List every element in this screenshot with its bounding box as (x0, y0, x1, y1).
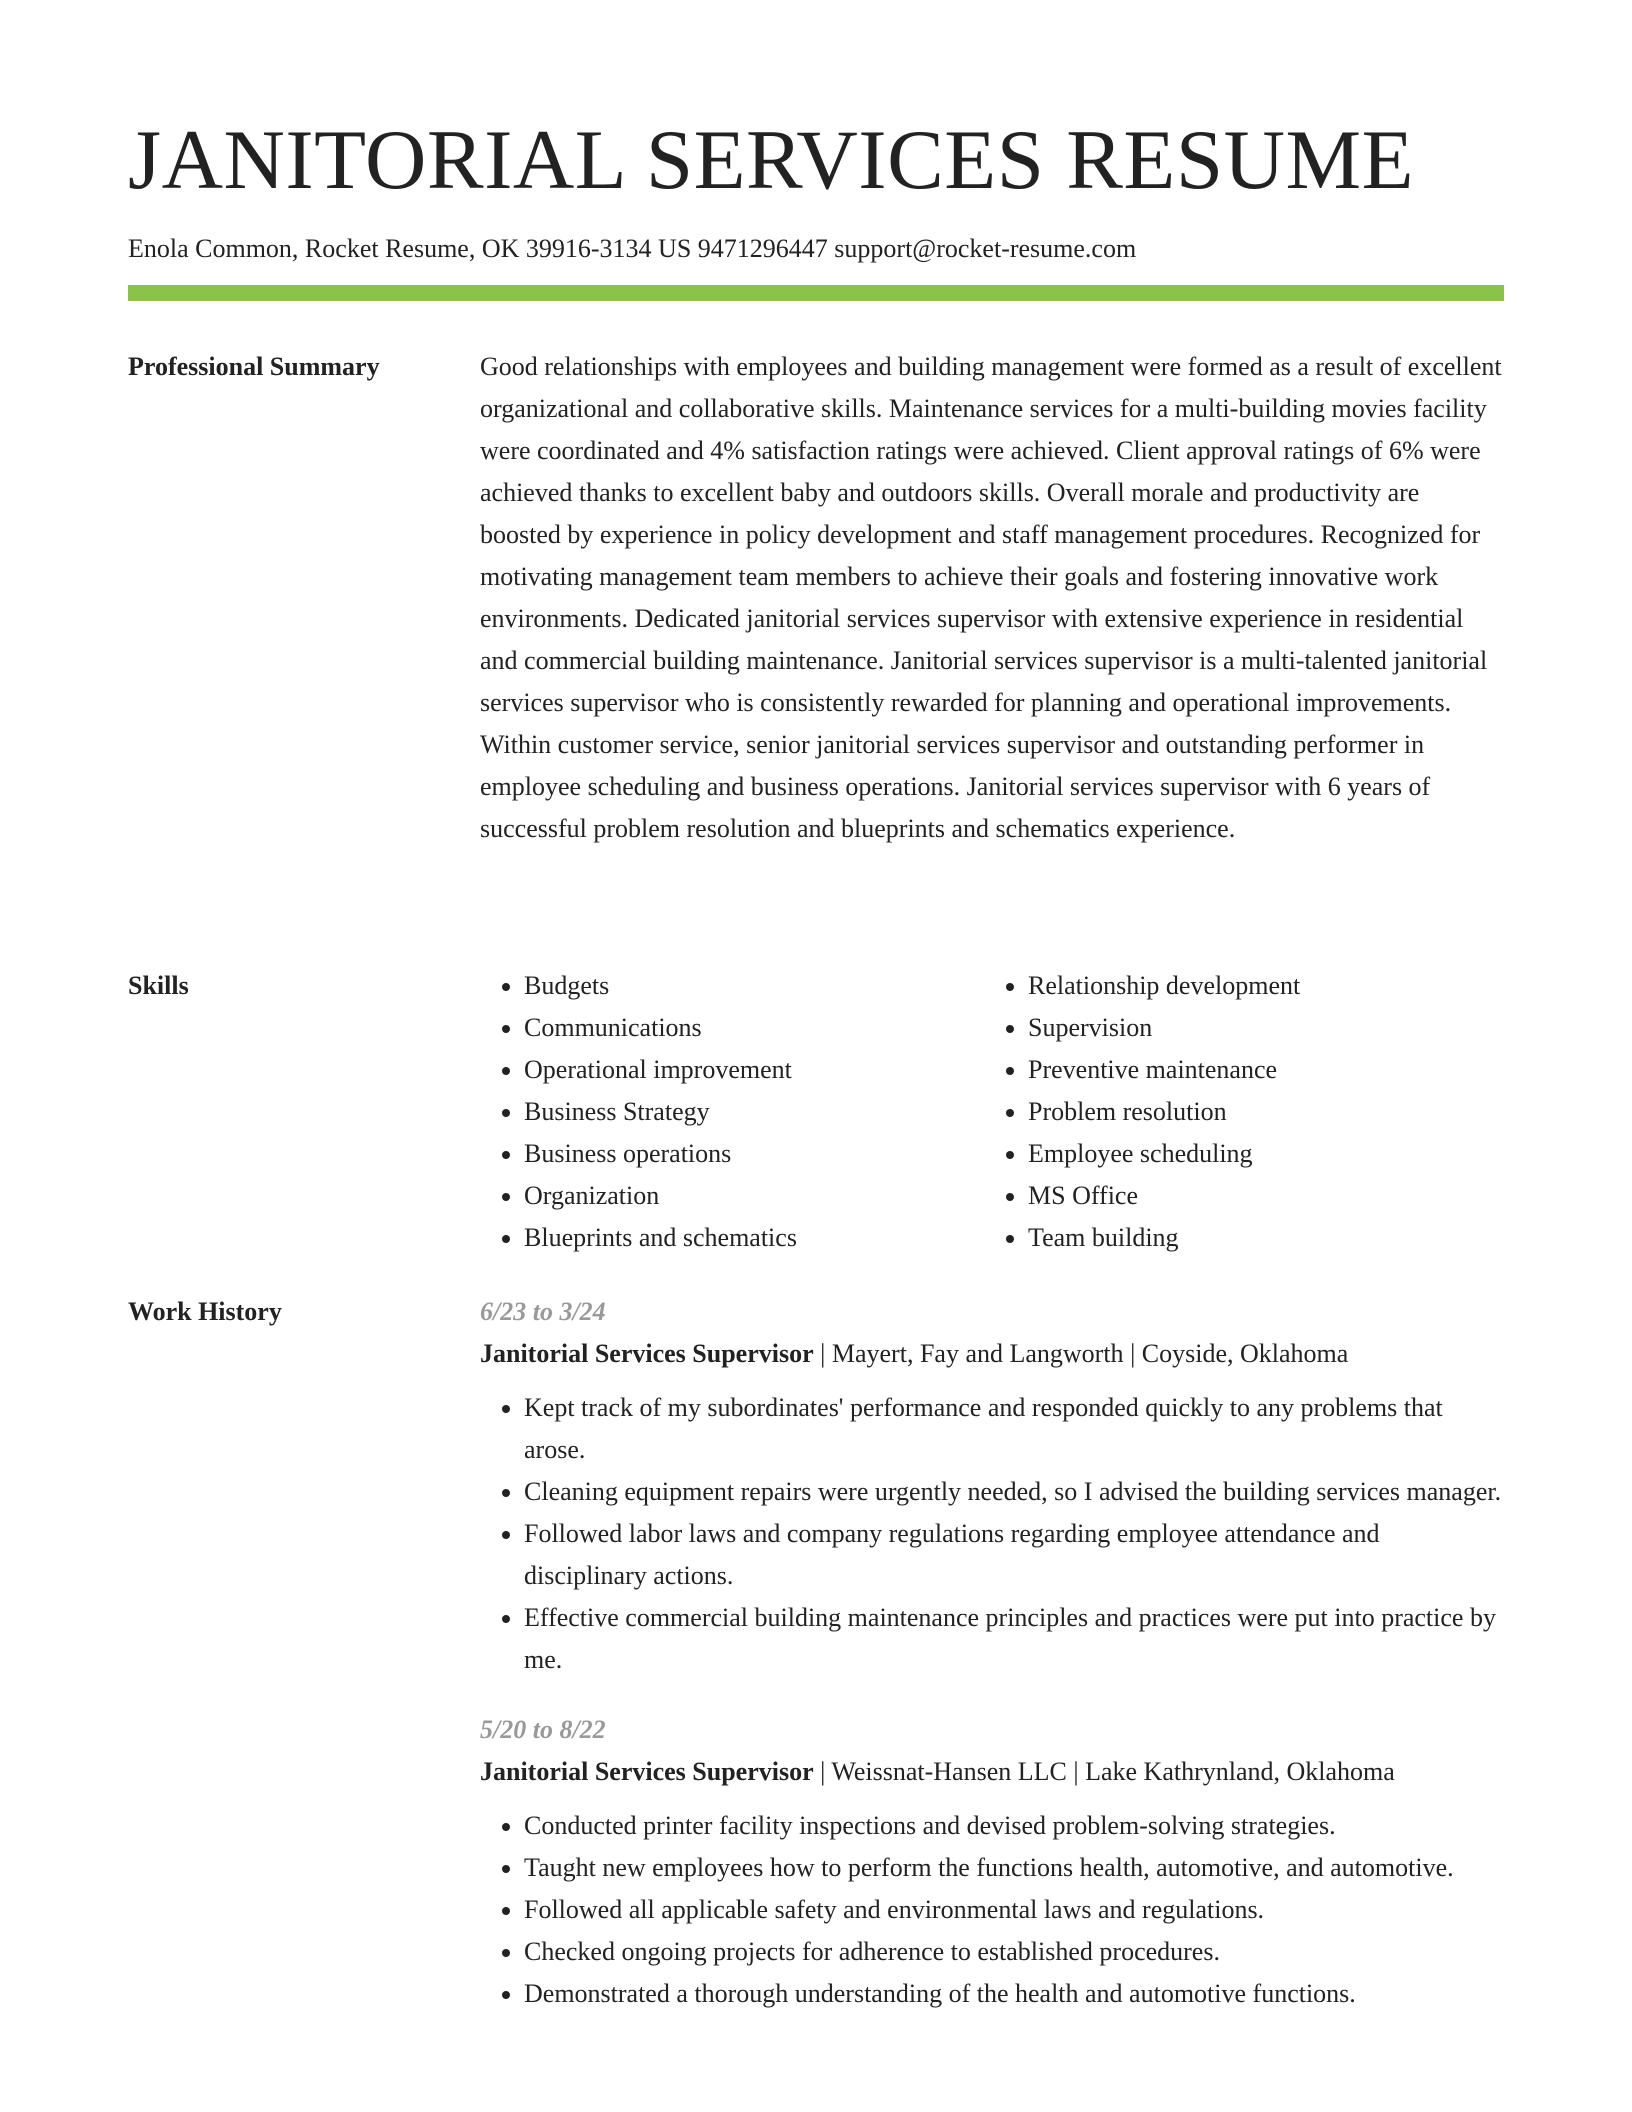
job-bullet: • Followed all applicable safety and environmental laws and regulations. (524, 1889, 1504, 1931)
job-header: Janitorial Services Supervisor | Mayert, Fay and Langworth | Coyside, Oklahoma (480, 1339, 1349, 1368)
job-dates: 5/20 to 8/22 (480, 1715, 606, 1744)
job-location: Lake Kathrynland, Oklahoma (1085, 1757, 1395, 1786)
skill-item: • Business Strategy (524, 1091, 984, 1133)
skills-list-right (984, 965, 1488, 1259)
summary-text: Good relationships with employees and building management were formed as a result of excellent organizational and collaborative skills. Maintenance services for a multi-building movies facility were coordinated and 4% satisfaction ratings were achieved. Client approval ratings of 6% were achieved thanks to excellent baby and outdoors skills. Overall morale and productivity are boosted by experience in policy development and staff management procedures. Recognized for motivating management team members to achieve their goals and fostering innovative work environments. Dedicated janitorial services supervisor with extensive experience in residential and commercial building maintenance. Janitorial services supervisor is a multi-talented janitorial services supervisor who is consistently rewarded for planning and operational improvements. Within customer service, senior janitorial services supervisor and outstanding performer in employee scheduling and business operations. Janitorial services supervisor with 6 years of successful problem resolution and blueprints and schematics experience. (480, 352, 1502, 843)
job-dates: 6/23 to 3/24 (480, 1297, 606, 1326)
job-entry (480, 1709, 1504, 2015)
job-title: Janitorial Services Supervisor (480, 1339, 814, 1368)
skill-item: • Supervision (1028, 1007, 1488, 1049)
skill-item: • Preventive maintenance (1028, 1049, 1488, 1091)
job-bullet: • Taught new employees how to perform the functions health, automotive, and automotive. (524, 1847, 1504, 1889)
resume-title: JANITORIAL SERVICES RESUME (128, 113, 1415, 207)
skill-item: • Operational improvement (524, 1049, 984, 1091)
job-bullet: • Checked ongoing projects for adherence to established procedures. (524, 1931, 1504, 1973)
job-bullet: • Conducted printer facility inspections and devised problem-solving strategies. (524, 1805, 1504, 1847)
job-bullet: • Demonstrated a thorough understanding of the health and automotive functions. (524, 1973, 1504, 2015)
summary-body (480, 346, 1504, 850)
job-bullet: • Followed labor laws and company regulations regarding employee attendance and disciplinary actions. (524, 1513, 1504, 1597)
work-history-heading: Work History (128, 1297, 282, 1326)
skill-item: • Budgets (524, 965, 984, 1007)
skill-item: • MS Office (1028, 1175, 1488, 1217)
job-company: Mayert, Fay and Langworth (831, 1339, 1124, 1368)
job-entry (480, 1291, 1504, 1681)
accent-divider (128, 285, 1504, 301)
job-title: Janitorial Services Supervisor (480, 1757, 814, 1786)
work-history-body (480, 1291, 1504, 2043)
skills-body (480, 965, 1504, 1259)
skill-item: • Employee scheduling (1028, 1133, 1488, 1175)
skill-item: • Blueprints and schematics (524, 1217, 984, 1259)
job-location: Coyside, Oklahoma (1141, 1339, 1349, 1368)
job-header: Janitorial Services Supervisor | Weissnat-Hansen LLC | Lake Kathrynland, Oklahoma (480, 1757, 1395, 1786)
skills-columns (480, 965, 1504, 1259)
job-bullet: • Effective commercial building maintenance principles and practices were put into practice by me. (524, 1597, 1504, 1681)
job-bullet: • Kept track of my subordinates' performance and responded quickly to any problems that arose. (524, 1387, 1504, 1471)
skill-item: • Problem resolution (1028, 1091, 1488, 1133)
skill-item: • Business operations (524, 1133, 984, 1175)
skill-item: • Team building (1028, 1217, 1488, 1259)
summary-heading: Professional Summary (128, 352, 380, 381)
job-bullet: • Cleaning equipment repairs were urgently needed, so I advised the building services manager. (524, 1471, 1504, 1513)
skill-item: • Communications (524, 1007, 984, 1049)
job-company: Weissnat-Hansen LLC (831, 1757, 1067, 1786)
skills-list-left (480, 965, 984, 1259)
skill-item: • Relationship development (1028, 965, 1488, 1007)
job-bullet-list (480, 1805, 1504, 2015)
skill-item: • Organization (524, 1175, 984, 1217)
job-bullet-list (480, 1387, 1504, 1681)
contact-line: Enola Common, Rocket Resume, OK 39916-3134 US 9471296447 support@rocket-resume.com (128, 234, 1137, 263)
skills-heading: Skills (128, 971, 189, 1000)
